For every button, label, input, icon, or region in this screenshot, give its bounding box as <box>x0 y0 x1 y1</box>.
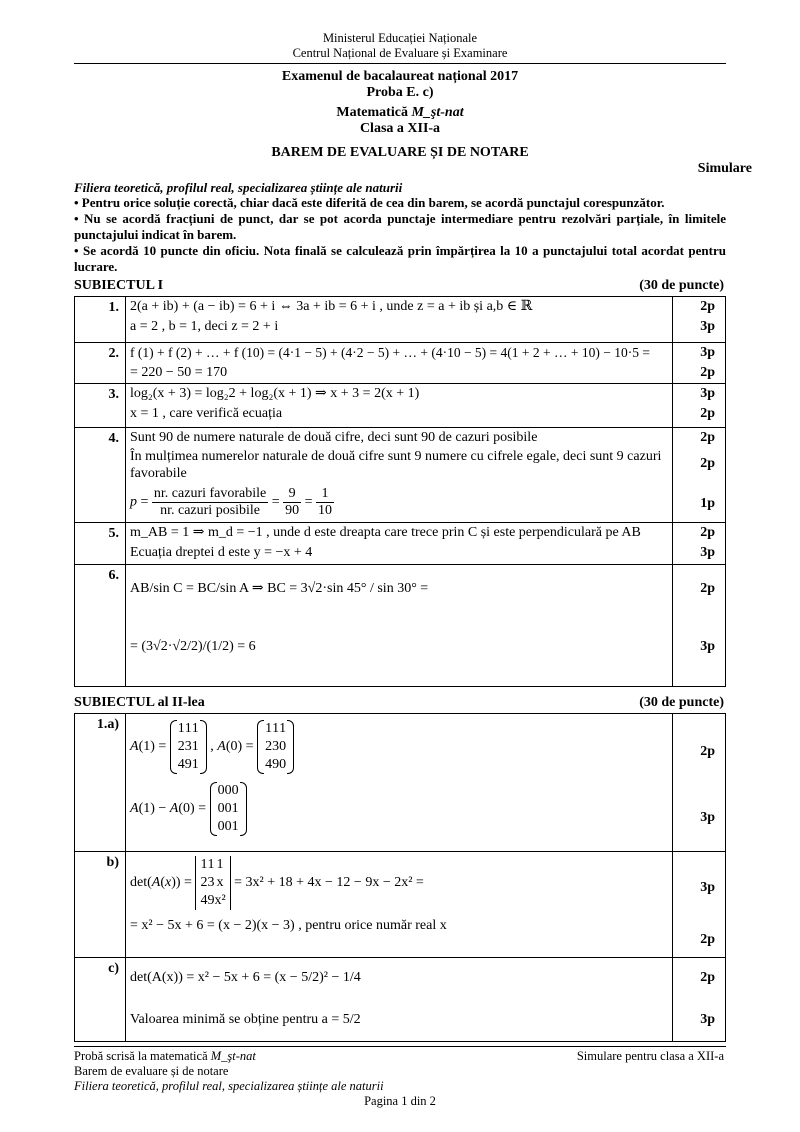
line: Ecuația dreptei d este y = −x + 4 <box>130 545 313 560</box>
ministry-line: Ministerul Educației Naționale <box>322 31 478 45</box>
fraction <box>152 486 268 519</box>
points-cell <box>673 523 726 565</box>
points: 2p <box>700 581 715 596</box>
item-body <box>126 297 673 343</box>
points: 2p <box>700 299 715 314</box>
exam-title: Examenul de bacalaureat național 2017 <box>281 69 519 84</box>
points-cell <box>673 714 726 852</box>
item-body <box>126 343 673 384</box>
item-body <box>126 958 673 1042</box>
points: 2p <box>700 456 715 471</box>
points-cell <box>673 958 726 1042</box>
matrix-a1: 1 1 1 2 3 1 4 9 1 <box>170 720 207 774</box>
points-cell <box>673 343 726 384</box>
line: det(A(x)) = x² − 5x + 6 = (x − 5/2)² − 1/4 <box>130 970 361 985</box>
item-body <box>126 852 673 958</box>
points-cell <box>673 297 726 343</box>
difference-line: A(1) − A(0) = 0 0 0 0 0 1 0 0 1 <box>130 782 672 836</box>
line: log₂(x + 3) = log₂2 + log₂(x + 1) ⇒ x + 3 = 2(x + 1) <box>130 386 420 401</box>
determinant: 1 1 1 2 3 x 4 9 x² <box>195 856 230 910</box>
points: 3p <box>700 545 715 560</box>
item-body <box>126 565 673 687</box>
points: 3p <box>700 1012 715 1027</box>
rule-1: • Pentru orice soluție corectă, chiar dacă este diferită de cea din barem, se acordă punctajul corespunzător. <box>74 195 665 210</box>
item-number: 6. <box>75 565 126 687</box>
subiect1-table <box>74 296 726 687</box>
points: 3p <box>700 345 715 360</box>
points: 3p <box>700 880 715 895</box>
barem-title: BAREM DE EVALUARE ȘI DE NOTARE <box>271 145 529 160</box>
denominator: 10 <box>318 503 333 518</box>
simulare-label: Simulare <box>697 161 752 176</box>
item-number: 1. <box>75 297 126 343</box>
item-body <box>126 384 673 428</box>
filiera-text: Filiera teoretică, profilul real, specializarea științe ale naturii <box>74 180 403 195</box>
numerator: 1 <box>316 486 334 503</box>
line: f (1) + f (2) + … + f (10) = (4·1 − 5) + (4·2 − 5) + … + (4·10 − 5) = 4(1 + 2 + … + 10) − 10·5 = <box>130 345 650 360</box>
points: 2p <box>700 406 715 421</box>
subiect1-title: SUBIECTUL I <box>74 278 164 293</box>
points: 3p <box>700 810 715 825</box>
item-body <box>126 523 673 565</box>
line: = x² − 5x + 6 = (x − 2)(x − 3) , pentru orice număr real x <box>130 918 447 933</box>
points: 2p <box>700 970 715 985</box>
subiect2-title: SUBIECTUL al II-lea <box>74 695 205 710</box>
probability-formula: p = $\frac{\text{nr. cazuri favorabile}}{\text{nr. cazuri posibile}}$ = $\frac{9}{90}$ = $\frac{1}{10}$ <box>130 486 333 518</box>
class-title: Clasa a XII-a <box>359 121 441 136</box>
item-number: 4. <box>75 428 126 523</box>
numerator: nr. cazuri favorabile <box>153 486 267 501</box>
points: 2p <box>700 365 715 380</box>
line: În mulțimea numerelor naturale de două cifre sunt 9 numere cu cifrele egale, deci sunt 9 cazuri favorabile <box>130 449 662 481</box>
footer-prefix: Probă scrisă la matematică <box>74 1049 211 1063</box>
numerator: 9 <box>283 486 301 503</box>
footer-left-3: Filiera teoretică, profilul real, specializarea științe ale naturii <box>74 1079 384 1093</box>
denominator: 90 <box>285 503 300 518</box>
line: = 220 − 50 = 170 <box>130 365 228 380</box>
table-row <box>75 714 726 852</box>
line: a = 2 , b = 1, deci z = 2 + i <box>130 319 279 334</box>
item-body <box>126 428 673 523</box>
table-row <box>75 523 726 565</box>
line: m_AB = 1 ⇒ m_d = −1 , unde d este dreapta care trece prin C și este perpendiculară pe AB <box>130 525 641 540</box>
rule-2: • Nu se acordă fracțiuni de punct, dar se pot acorda punctaje intermediare pentru rezolvări parțiale, în limitele punctajului indicat în barem. <box>74 211 726 242</box>
line: Sunt 90 de numere naturale de două cifre, deci sunt 90 de cazuri posibile <box>130 430 538 445</box>
table-row <box>75 852 726 958</box>
subject-prefix: Matematică <box>336 105 412 120</box>
item-number: 2. <box>75 343 126 384</box>
line: x = 1 , care verifică ecuația <box>130 406 283 421</box>
table-row <box>75 297 726 343</box>
matrix-a0: 1 1 1 2 3 0 4 9 0 <box>257 720 294 774</box>
item-number: 5. <box>75 523 126 565</box>
fraction <box>316 486 334 519</box>
matrix-diff: 0 0 0 0 0 1 0 0 1 <box>210 782 247 836</box>
subiect2-points: (30 de puncte) <box>639 695 724 710</box>
footer-profile: M_şt-nat <box>210 1049 256 1063</box>
subiect2-table <box>74 713 726 1042</box>
item-number: b) <box>75 852 126 958</box>
table-row <box>75 384 726 428</box>
line: Valoarea minimă se obține pentru a = 5/2 <box>130 1012 361 1027</box>
determinant-line: det(A(x)) = 1 1 1 2 3 x 4 9 x² = 3x² + 18 + 4x − 12 − 9x − 2x² = <box>130 857 424 908</box>
rule-3: • Se acordă 10 puncte din oficiu. Nota finală se calculează prin împărțirea la 10 a punctajului total acordat pentru lucrare. <box>74 243 726 274</box>
points-cell <box>673 852 726 958</box>
table-row <box>75 428 726 523</box>
points: 2p <box>700 744 715 759</box>
subject-profile: M_şt-nat <box>411 105 464 120</box>
subject-title <box>0 105 800 121</box>
fraction <box>283 486 301 519</box>
item-body <box>126 714 673 852</box>
points-cell <box>673 428 726 523</box>
table-row <box>75 343 726 384</box>
line: = (3√2·√2/2)/(1/2) = 6 <box>130 639 256 654</box>
footer-left-1 <box>74 1049 256 1064</box>
proba-title: Proba E. c) <box>366 85 434 100</box>
line: 2(a + ib) + (a − ib) = 6 + i ⇔ 3a + ib = 6 + i , unde z = a + ib și a,b ∈ ℝ <box>130 299 533 314</box>
points-cell <box>673 565 726 687</box>
item-number: 3. <box>75 384 126 428</box>
points: 3p <box>700 386 715 401</box>
points: 2p <box>700 525 715 540</box>
subiect1-points: (30 de puncte) <box>639 278 724 293</box>
points: 2p <box>700 430 715 445</box>
footer-right: Simulare pentru clasa a XII-a <box>576 1049 724 1063</box>
page-number: Pagina 1 din 2 <box>364 1094 436 1108</box>
table-row <box>75 958 726 1042</box>
line: AB/sin C = BC/sin A ⇒ BC = 3√2·sin 45° / sin 30° = <box>130 581 429 596</box>
denominator: nr. cazuri posibile <box>160 503 261 518</box>
item-number: c) <box>75 958 126 1042</box>
expansion: = 3x² + 18 + 4x − 12 − 9x − 2x² = <box>234 875 424 891</box>
header-divider <box>74 63 726 64</box>
matrices-line: A(1) = 1 1 1 2 3 1 4 9 1 , A(0) = 1 1 1 2 3 0 4 9 0 <box>130 720 672 774</box>
points: 1p <box>700 496 715 511</box>
footer-left-2: Barem de evaluare și de notare <box>74 1064 229 1078</box>
footer-divider <box>74 1046 726 1047</box>
points: 3p <box>700 639 715 654</box>
item-number: 1.a) <box>75 714 126 852</box>
points: 3p <box>700 319 715 334</box>
points: 2p <box>700 932 715 947</box>
points-cell <box>673 384 726 428</box>
table-row <box>75 565 726 687</box>
center-line: Centrul Național de Evaluare și Examinare <box>292 46 508 60</box>
